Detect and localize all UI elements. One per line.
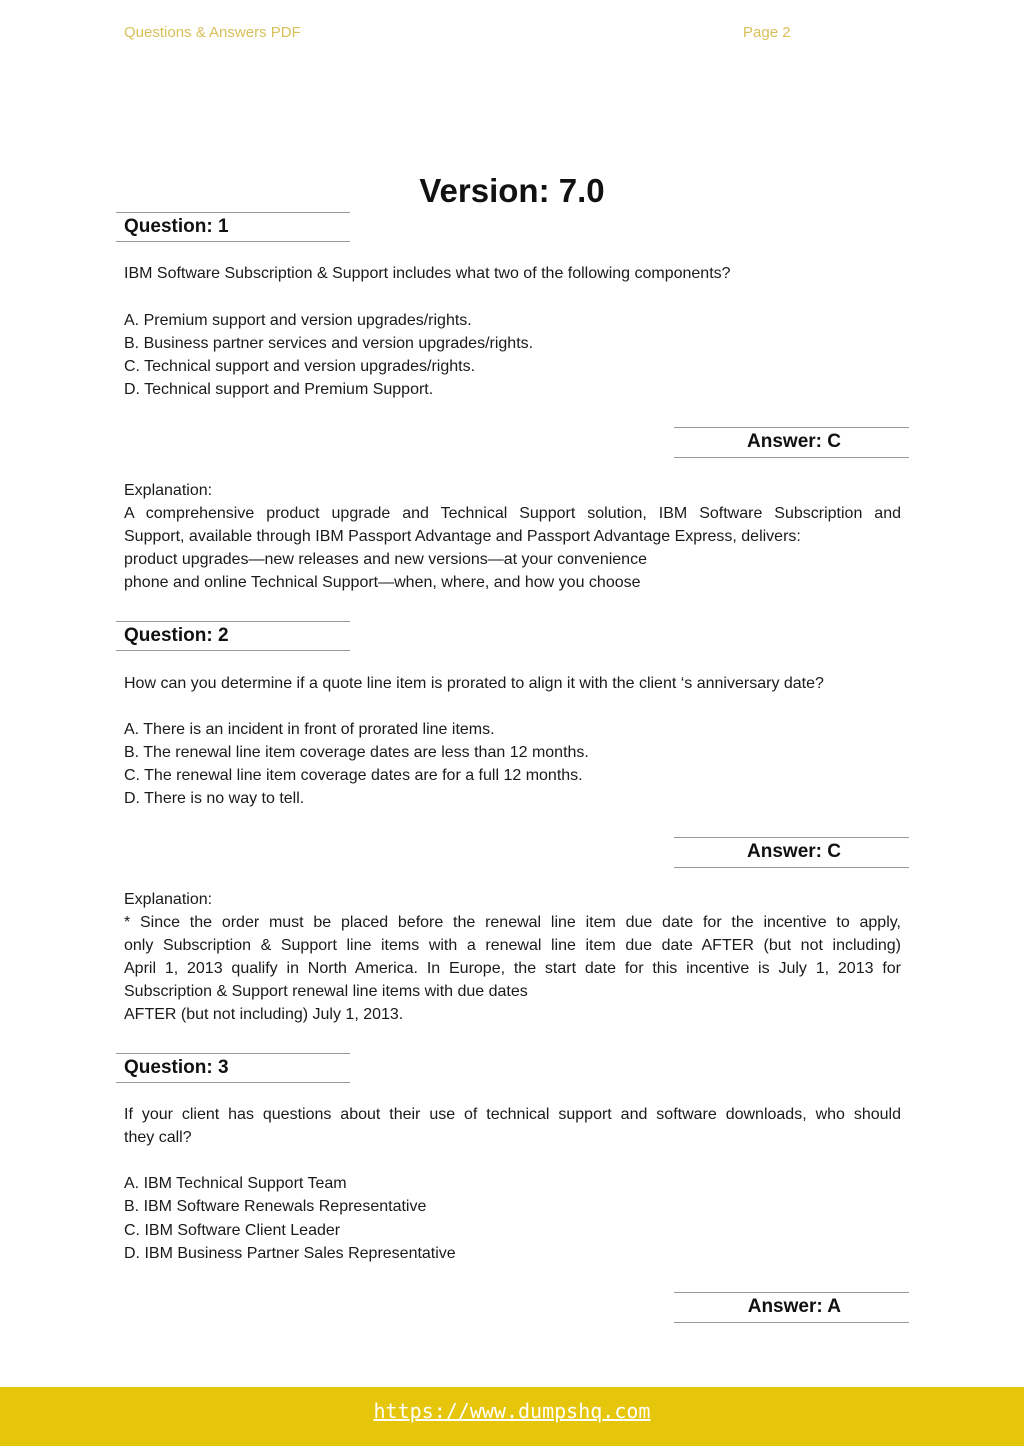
question-2-heading: Question: 2	[124, 625, 229, 646]
question-1-option-a: A. Premium support and version upgrades/rights.	[124, 312, 472, 329]
question-1-option-d: D. Technical support and Premium Support.	[124, 381, 434, 398]
question-2-explanation-line: only Subscription & Support line items with a renewal line item due date AFTER (but not including)	[124, 937, 901, 954]
question-2-option-d: D. There is no way to tell.	[124, 790, 305, 807]
question-1-heading: Question: 1	[124, 216, 229, 237]
question-1-explanation-line: A comprehensive product upgrade and Technical Support solution, IBM Software Subscription and	[124, 505, 901, 522]
version-title: Version: 7.0	[419, 172, 605, 209]
question-1-explanation-label: Explanation:	[124, 482, 213, 499]
question-1-text: IBM Software Subscription & Support includes what two of the following components?	[124, 265, 731, 282]
question-3-option-b: B. IBM Software Renewals Representative	[124, 1198, 427, 1215]
question-3-text-line: If your client has questions about their use of technical support and software downloads, who should	[124, 1106, 901, 1123]
page-number: Page 2	[743, 24, 791, 41]
question-3-heading: Question: 3	[124, 1057, 229, 1078]
question-3-answer-box	[674, 1292, 909, 1323]
header-title: Questions & Answers PDF	[124, 24, 301, 41]
question-2-explanation-line: April 1, 2013 qualify in North America. In Europe, the start date for this incentive is July 1, 2013 for	[124, 960, 901, 977]
question-1-explanation-line: phone and online Technical Support—when, where, and how you choose	[124, 574, 641, 591]
footer-band	[0, 1387, 1024, 1446]
question-1-explanation-line: product upgrades—new releases and new versions—at your convenience	[124, 551, 647, 568]
question-2-text: How can you determine if a quote line item is prorated to align it with the client ‘s anniversary date?	[124, 675, 824, 692]
question-3-answer: Answer: A	[747, 1296, 841, 1317]
question-2-explanation-label: Explanation:	[124, 891, 213, 908]
question-1-heading-box	[116, 212, 350, 242]
question-3-text-line: they call?	[124, 1129, 192, 1146]
question-2-option-b: B. The renewal line item coverage dates are less than 12 months.	[124, 744, 589, 761]
question-2-option-a: A. There is an incident in front of prorated line items.	[124, 721, 495, 738]
question-3-heading-box	[116, 1053, 350, 1083]
question-3-option-d: D. IBM Business Partner Sales Representative	[124, 1245, 456, 1262]
question-3-option-a: A. IBM Technical Support Team	[124, 1175, 347, 1192]
question-2-explanation-line: AFTER (but not including) July 1, 2013.	[124, 1006, 404, 1023]
question-2-option-c: C. The renewal line item coverage dates are for a full 12 months.	[124, 767, 583, 784]
footer-link[interactable]: https://www.dumpshq.com	[373, 1399, 651, 1423]
question-2-answer: Answer: C	[747, 841, 841, 862]
question-1-answer: Answer: C	[747, 431, 841, 452]
question-2-explanation-line: * Since the order must be placed before the renewal line item due date for the incentive to apply,	[124, 914, 901, 931]
question-3-option-c: C. IBM Software Client Leader	[124, 1222, 341, 1239]
question-2-heading-box	[116, 621, 350, 651]
question-1-option-c: C. Technical support and version upgrades/rights.	[124, 358, 476, 375]
question-1-option-b: B. Business partner services and version upgrades/rights.	[124, 335, 534, 352]
question-1-answer-box	[674, 427, 909, 458]
question-2-answer-box	[674, 837, 909, 868]
question-1-explanation-line: Support, available through IBM Passport Advantage and Passport Advantage Express, delivers:	[124, 528, 801, 545]
question-2-explanation-line: Subscription & Support renewal line items with due dates	[124, 983, 528, 1000]
